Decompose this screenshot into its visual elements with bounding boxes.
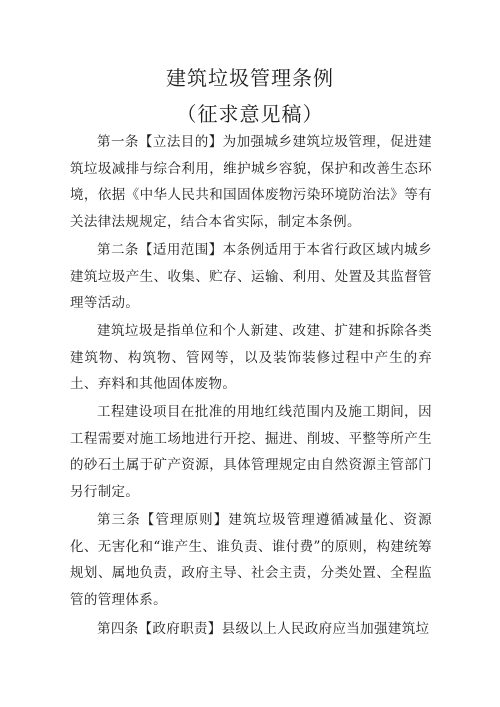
document-subtitle: （征求意见稿） xyxy=(176,102,324,126)
paragraph-article-3: 第三条【管理原则】建筑垃圾管理遵循减量化、资源化、无害化和“谁产生、谁负责、谁付费”的原则，构建统筹规划、属地负责，政府主导、社会主责，分类处置、全程监管的管理体系。 xyxy=(70,512,432,608)
paragraph-exception: 工程建设项目在批准的用地红线范围内及施工期间，因工程需要对施工场地进行开挖、掘进、削坡、平整等所产生的砂石土属于矿产资源，具体管理规定由自然资源主管部门另行制定。 xyxy=(70,404,432,500)
paragraph-article-1: 第一条【立法目的】为加强城乡建筑垃圾管理，促进建筑垃圾减排与综合利用，维护城乡容貌，保护和改善生态环境，依据《中华人民共和国固体废物污染环境防治法》等有关法律法规规定，结合本省实际，制定本条例。 xyxy=(70,134,432,230)
document-title: 建筑垃圾管理条例 xyxy=(166,66,334,90)
paragraph-definition: 建筑垃圾是指单位和个人新建、改建、扩建和拆除各类建筑物、构筑物、管网等，以及装饰装修过程中产生的弃土、弃料和其他固体废物。 xyxy=(70,323,432,392)
paragraph-article-4: 第四条【政府职责】县级以上人民政府应当加强建筑垃 xyxy=(97,621,430,637)
paragraph-article-2: 第二条【适用范围】本条例适用于本省行政区域内城乡建筑垃圾产生、收集、贮存、运输、利用、处置及其监督管理等活动。 xyxy=(70,242,432,311)
